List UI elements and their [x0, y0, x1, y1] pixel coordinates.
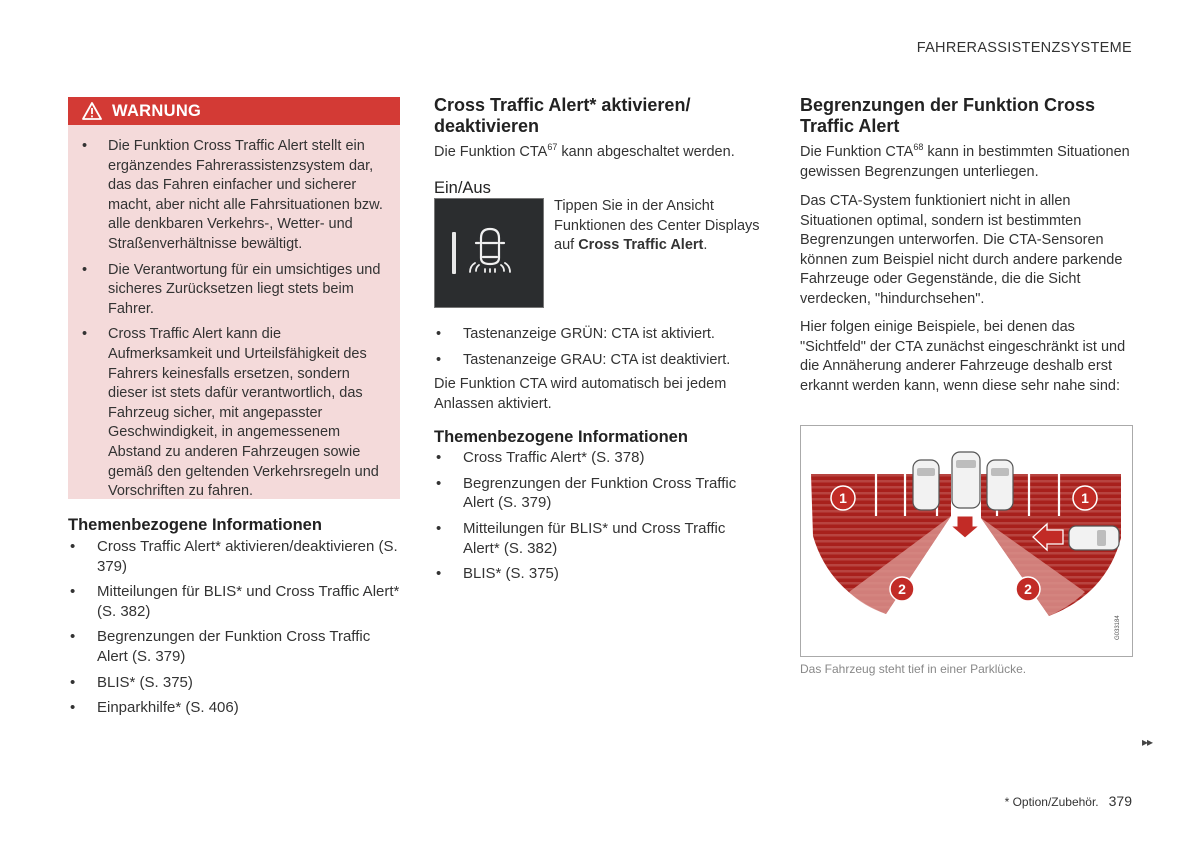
warning-triangle-icon — [82, 102, 102, 120]
auto-activation-text: Die Funktion CTA wird automatisch bei jedem Anlassen aktiviert. — [434, 376, 727, 412]
col2-title: Cross Traffic Alert* aktivieren/ deaktivieren — [434, 95, 691, 136]
col3-title: Begrenzungen der Funktion Cross Traffic Alert — [800, 95, 1096, 136]
parking-illustration — [801, 426, 1132, 656]
col2-lower — [434, 325, 764, 590]
zone-label: 2 — [1024, 581, 1032, 597]
onoff-heading: Ein/Aus — [434, 178, 491, 197]
col3 — [800, 95, 1136, 396]
col1-related-heading: Themenbezogene Informationen — [68, 516, 322, 534]
page-number: 379 — [1108, 793, 1132, 809]
col3-intro: Die Funktion CTA$^{68}$ kann in bestimmten Situationen gewissen Begrenzungen unterliegen. — [800, 142, 1130, 180]
continue-arrows-icon: ▸▸ — [1141, 735, 1152, 749]
figure-code: G033184 — [1115, 615, 1121, 640]
footer — [1005, 793, 1132, 809]
col1-related-list — [68, 537, 400, 718]
col2-intro: Die Funktion CTA$^{67}$ kann abgeschaltet werden. — [434, 142, 735, 160]
warning-item: • Die Funktion Cross Traffic Alert stellt ein ergänzendes Fahrerassistenzsystem dar, das das Fahren einfacher und sicherer macht, aber nicht alle Fahrsituationen bzw. alle denkbaren Verkehrs-, Wetter- und Straßenverhältnisse bewältigt. — [108, 137, 386, 255]
warning-list — [68, 133, 400, 502]
status-green: • Tastenanzeige GRÜN: CTA ist aktiviert. — [463, 325, 764, 345]
warning-header — [68, 97, 400, 125]
warning-box — [68, 97, 400, 499]
status-grey: • Tastenanzeige GRAU: CTA ist deaktiviert. — [463, 351, 764, 371]
zone-label: 1 — [839, 490, 847, 506]
figure-caption: Das Fahrzeug steht tief in einer Parklücke. — [800, 662, 1027, 676]
col2-related-heading: Themenbezogene Informationen — [434, 428, 688, 447]
warning-item: • Cross Traffic Alert kann die Aufmerksamkeit und Urteilsfähigkeit des Fahrers keinesfalls ersetzen, sondern dieser ist stets dafür verantwortlich, das Fahrzeug sicher, mit angepasster Geschwindigkeit, in angemessenem Abstand zu anderen Fahrzeugen sowie gemäß den geltenden Verkehrsregeln und Vorschriften zu fahren. — [108, 325, 386, 501]
related-link[interactable]: • Cross Traffic Alert* aktivieren/deaktivieren (S. 379) — [97, 537, 400, 576]
related-link[interactable]: • Begrenzungen der Funktion Cross Traffic Alert (S. 379) — [97, 627, 400, 666]
related-link[interactable]: • Mitteilungen für BLIS* und Cross Traffic Alert* (S. 382) — [463, 519, 764, 558]
related-link[interactable]: • Einparkhilfe* (S. 406) — [97, 698, 400, 718]
col1-related — [68, 516, 400, 724]
col3-para2: Hier folgen einige Beispiele, bei denen das "Sichtfeld" der CTA zunächst eingeschränkt ist und die Annäherung anderer Fahrzeuge deshalb erst erkannt werden kann, wenn diese sehr nahe sind: — [800, 319, 1126, 394]
cta-car-sensor-icon — [435, 199, 543, 307]
cta-button[interactable] — [434, 198, 544, 308]
option-note: * Option/Zubehör. — [1004, 795, 1099, 809]
cta-menu-name: Cross Traffic Alert — [578, 237, 704, 253]
col3-para1: Das CTA-System funktioniert nicht in allen Situationen optimal, sondern ist bestimmten Begrenzungen unterworfen. Die CTA-Sensoren können zum Beispiel nicht durch andere parkende Fahrzeuge oder Gegenstände, die die Sicht verdecken, "hindurchsehen". — [800, 193, 1123, 307]
related-link[interactable]: • Begrenzungen der Funktion Cross Traffic Alert (S. 379) — [463, 474, 764, 513]
warning-title: WARNUNG — [112, 101, 202, 120]
cta-figure — [800, 425, 1133, 657]
zone-label: 2 — [898, 581, 906, 597]
tap-instructions: Tippen Sie in der Ansicht Funktionen des Center Displays auf Cross Traffic Alert. — [554, 198, 760, 253]
status-list — [434, 325, 764, 370]
col2-related-list — [434, 448, 764, 584]
zone-label: 1 — [1081, 490, 1089, 506]
warning-item: • Die Verantwortung für ein umsichtiges und sicheres Zurücksetzen liegt stets beim Fahrer. — [108, 261, 386, 320]
related-link[interactable]: • BLIS* (S. 375) — [463, 564, 764, 584]
col2 — [434, 95, 764, 198]
related-link[interactable]: • BLIS* (S. 375) — [97, 673, 400, 693]
related-link[interactable]: • Mitteilungen für BLIS* und Cross Traffic Alert* (S. 382) — [97, 582, 400, 621]
section-header: FAHRERASSISTENZSYSTEME — [916, 40, 1132, 56]
related-link[interactable]: • Cross Traffic Alert* (S. 378) — [463, 448, 764, 468]
